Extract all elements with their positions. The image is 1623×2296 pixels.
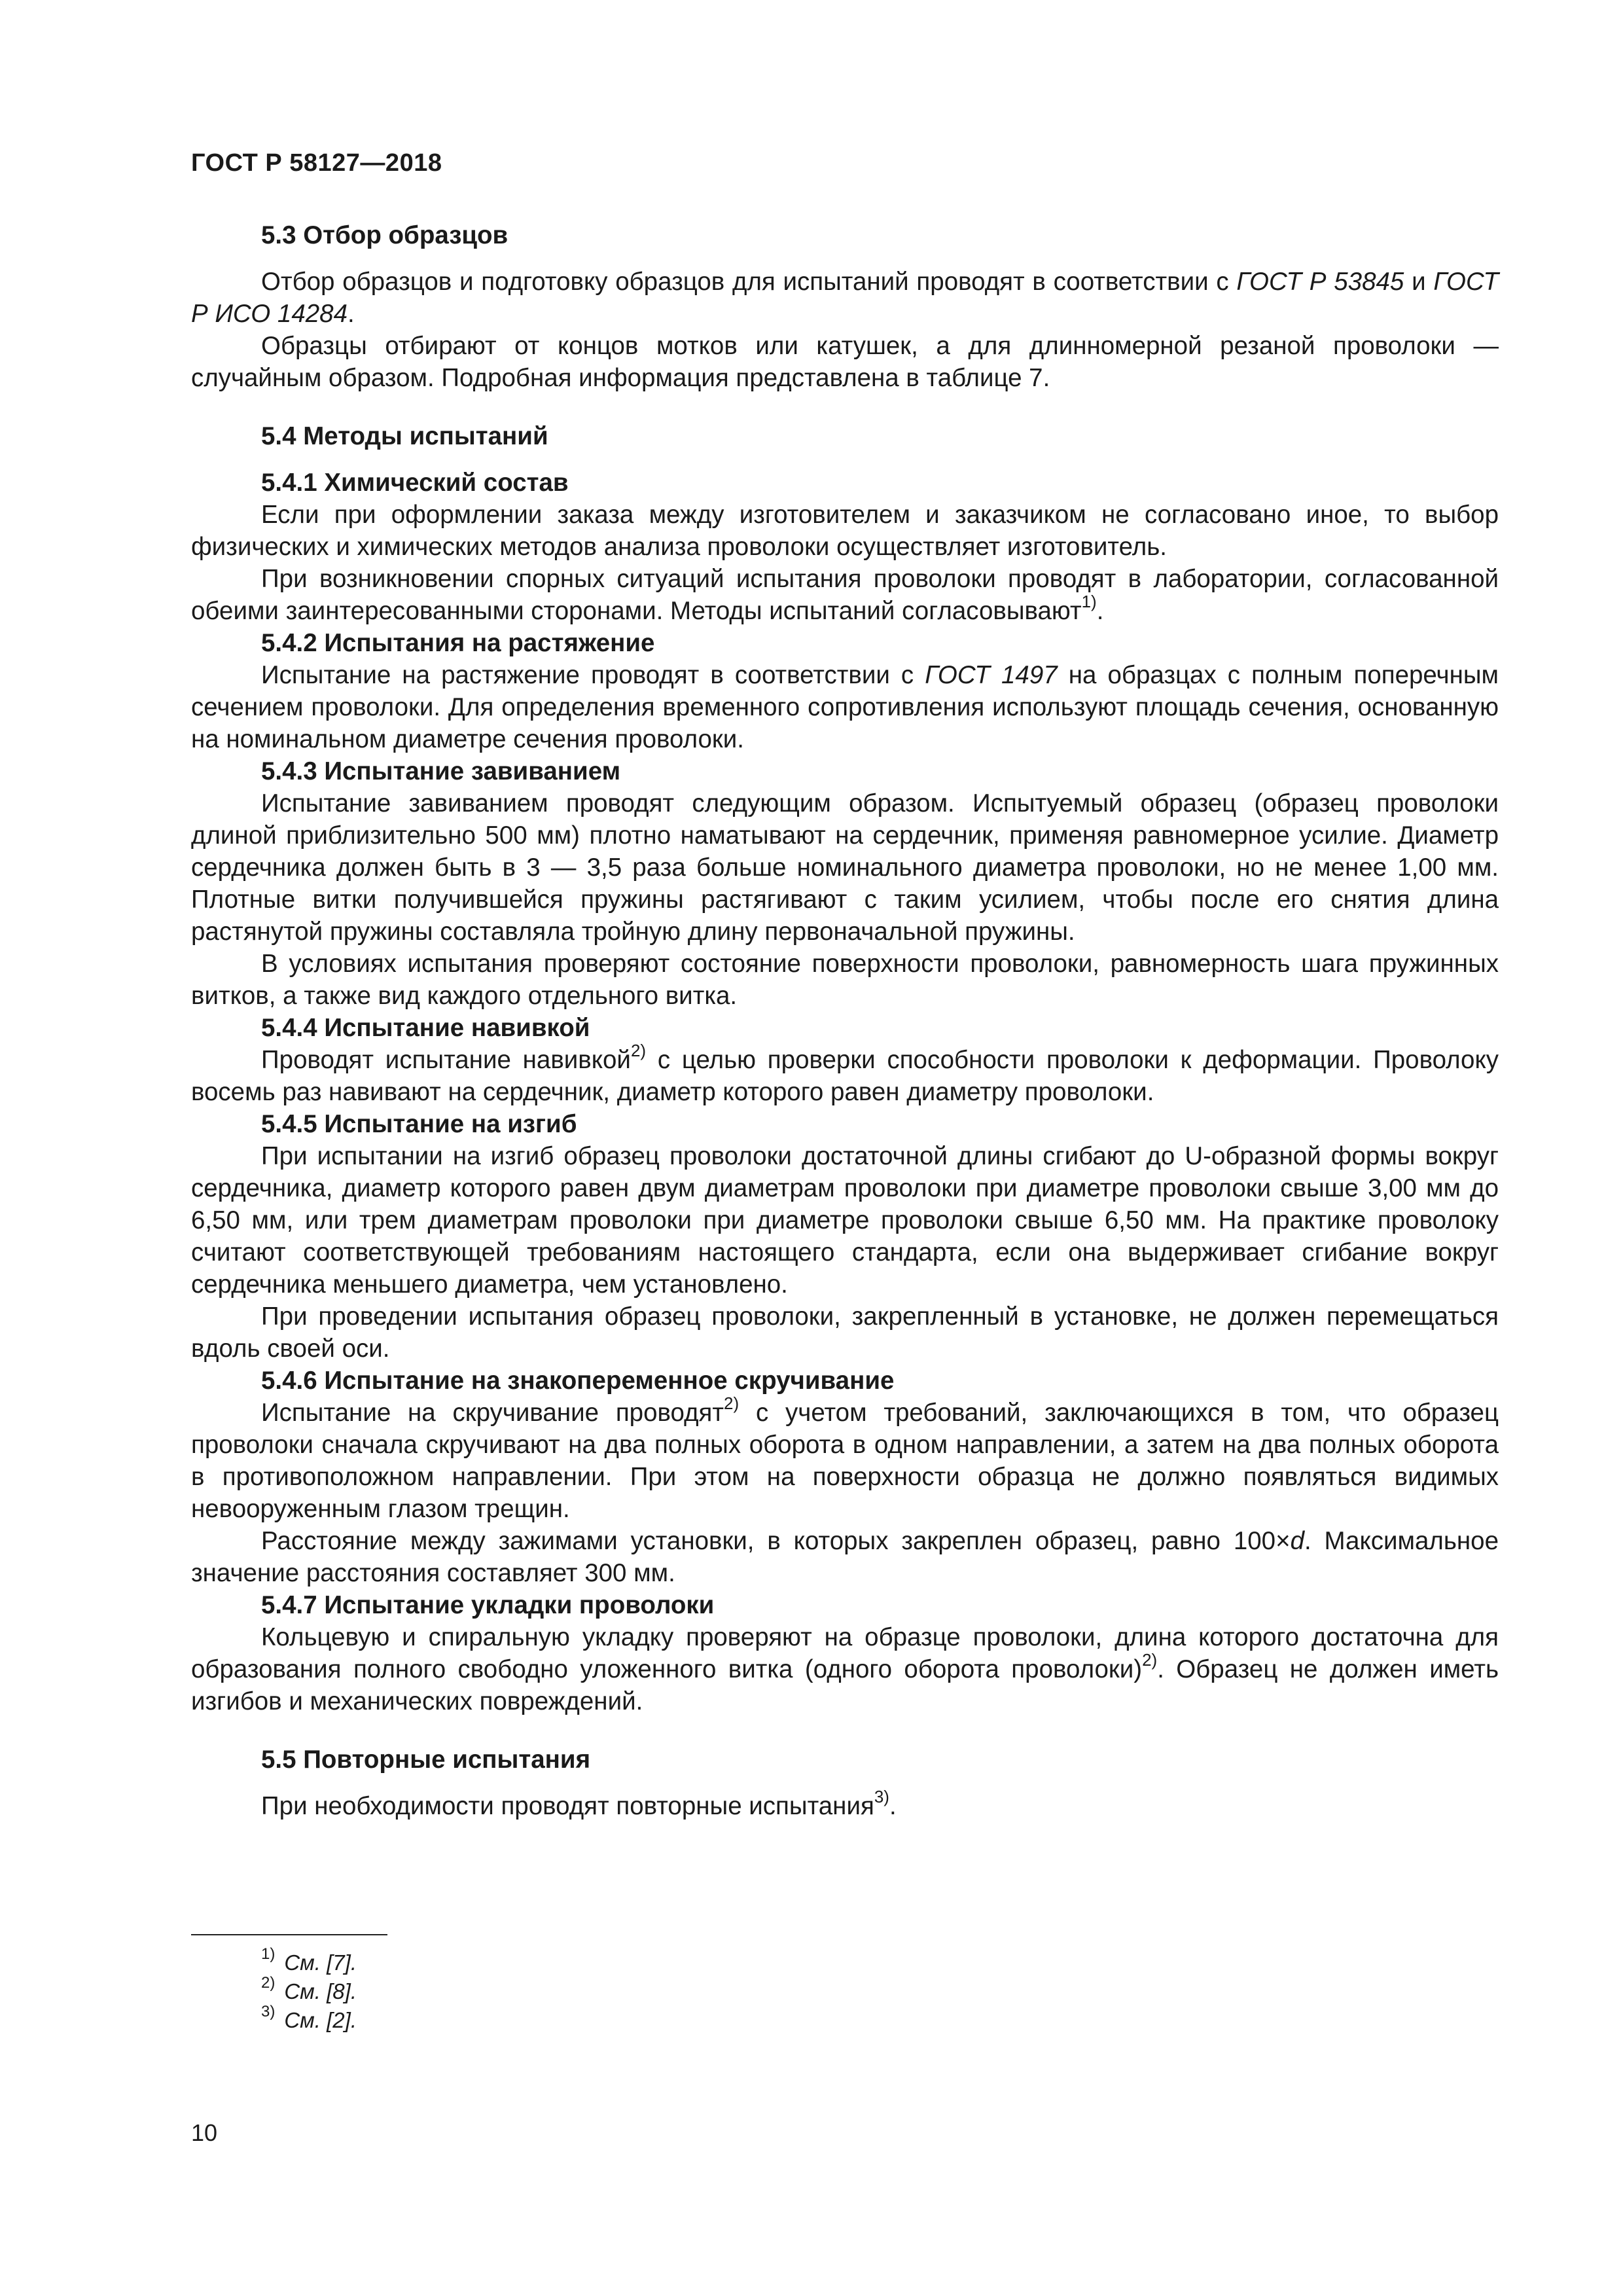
footnotes	[191, 1934, 715, 2035]
standard-reference: ГОСТ Р 53845	[1236, 268, 1404, 296]
section-5-4-5-title: 5.4.5 Испытание на изгиб	[261, 1110, 577, 1138]
footnote-item: $^{1)}$ См. [7].	[261, 1945, 357, 1975]
section-5-4-6-paragraph-1: Испытание на скручивание проводят$^{2)}$ с учетом требований, заключающихся в том, что образец проволоки сначала скручивают на два полных оборота в одном направлении, а затем на два полных оборота в противоположном направлении. При этом на поверхности образца не должно появляться видимых невооруженным глазом трещин.	[191, 1393, 1499, 1523]
standard-reference: ГОСТ Р ИСО 14284	[191, 268, 1499, 328]
section-5-3-paragraph-2: Образцы отбирают от концов мотков или катушек, а для длинномерной резаной проволоки — случайным образом. Подробная информация представлена в таблице 7.	[191, 332, 1499, 392]
document-code-header: ГОСТ Р 58127—2018	[191, 149, 442, 177]
footnote-ref: 2)	[630, 1040, 647, 1060]
section-5-4-3-paragraph-1: Испытание завиванием проводят следующим образом. Испытуемый образец (образец проволоки длиной приблизительно 500 мм) плотно наматывают на сердечник, применяя равномерное усилие. Диаметр сердечника должен быть в 3 — 3,5 раза больше номинального диаметра проволоки, но не менее 1,00 мм. Плотные витки получившейся пружины растягивают с таким усилием, чтобы после его снятия длина растянутой пружины составляла тройную длину первоначальной пружины.	[191, 789, 1499, 946]
section-5-3-paragraph-1: Отбор образцов и подготовку образцов для испытаний проводят в соответствии с ГОСТ Р 53845 и ГОСТ Р ИСО 14284.	[191, 268, 1499, 328]
section-5-4-3-title: 5.4.3 Испытание завиванием	[261, 757, 621, 785]
section-5-4-1-paragraph-1: Если при оформлении заказа между изготовителем и заказчиком не согласовано иное, то выбор физических и химических методов анализа проволоки осуществляет изготовитель.	[191, 501, 1499, 561]
section-5-3-title: 5.3 Отбор образцов	[261, 221, 508, 249]
variable-d: d	[1290, 1527, 1304, 1555]
section-5-5-title: 5.5 Повторные испытания	[261, 1746, 591, 1774]
footnote-item: $^{3)}$ См. [2].	[261, 2003, 357, 2032]
footnote-divider	[191, 1934, 387, 1935]
section-5-4-3-paragraph-2: В условиях испытания проверяют состояние поверхности проволоки, равномерность шага пружинных витков, а также вид каждого отдельного витка.	[191, 950, 1499, 1010]
main-content	[191, 219, 1499, 1822]
standard-reference: ГОСТ 1497	[925, 661, 1058, 689]
section-5-4-5-paragraph-1: При испытании на изгиб образец проволоки достаточной длины сгибают до U-образной формы вокруг сердечника, диаметр которого равен двум диаметрам проволоки при диаметре проволоки свыше 3,00 мм до 6,50 мм, или трем диаметрам проволоки при диаметре проволоки свыше 6,50 мм. На практике проволоку считают соответствующей требованиям настоящего стандарта, если она выдерживает сгибание вокруг сердечника меньшего диаметра, чем установлено.	[191, 1142, 1499, 1299]
footnote-ref: 1)	[1081, 591, 1097, 611]
section-5-4-4-paragraph-1: Проводят испытание навивкой$^{2)}$ с целью проверки способности проволоки к деформации. Проволоку восемь раз навивают на сердечник, диаметр которого равен диаметру проволоки.	[191, 1040, 1499, 1106]
footnote-ref: 3)	[874, 1786, 889, 1806]
section-5-4-5-paragraph-2: При проведении испытания образец проволоки, закрепленный в установке, не должен перемещаться вдоль своей оси.	[191, 1302, 1499, 1363]
section-5-4-2-paragraph-1: Испытание на растяжение проводят в соответствии с ГОСТ 1497 на образцах с полным поперечным сечением проволоки. Для определения временного сопротивления используют площадь сечения, основанную на номинальном диаметре сечения проволоки.	[191, 661, 1499, 753]
section-5-4-7-title: 5.4.7 Испытание укладки проволоки	[261, 1591, 715, 1619]
section-5-4-6-title: 5.4.6 Испытание на знакопеременное скручивание	[261, 1367, 895, 1395]
section-5-5-paragraph-1: При необходимости проводят повторные испытания$^{3)}$.	[261, 1786, 897, 1820]
footnote-ref: 2)	[724, 1393, 740, 1413]
section-5-4-6-paragraph-2: Расстояние между зажимами установки, в которых закреплен образец, равно 100×d. Максимальное значение расстояния составляет 300 мм.	[191, 1527, 1499, 1587]
section-5-4-4-title: 5.4.4 Испытание навивкой	[261, 1014, 590, 1042]
section-5-4-2-title: 5.4.2 Испытания на растяжение	[261, 629, 655, 657]
footnote-item: $^{2)}$ См. [8].	[261, 1974, 357, 2003]
footnote-ref: 2)	[1142, 1649, 1158, 1670]
section-5-4-1-title: 5.4.1 Химический состав	[261, 469, 569, 497]
page-number: 10	[191, 2119, 218, 2146]
section-5-4-7-paragraph-1: Кольцевую и спиральную укладку проверяют на образце проволоки, длина которого достаточна для образования полного свободно уложенного витка (одного оборота проволоки)$^{2)}$. Образец не должен иметь изгибов и механических повреждений.	[191, 1623, 1499, 1715]
section-5-4-title: 5.4 Методы испытаний	[261, 422, 548, 450]
section-5-4-1-paragraph-2: При возникновении спорных ситуаций испытания проволоки проводят в лаборатории, согласованной обеими заинтересованными сторонами. Методы испытаний согласовывают$^{1)}$.	[191, 565, 1499, 625]
